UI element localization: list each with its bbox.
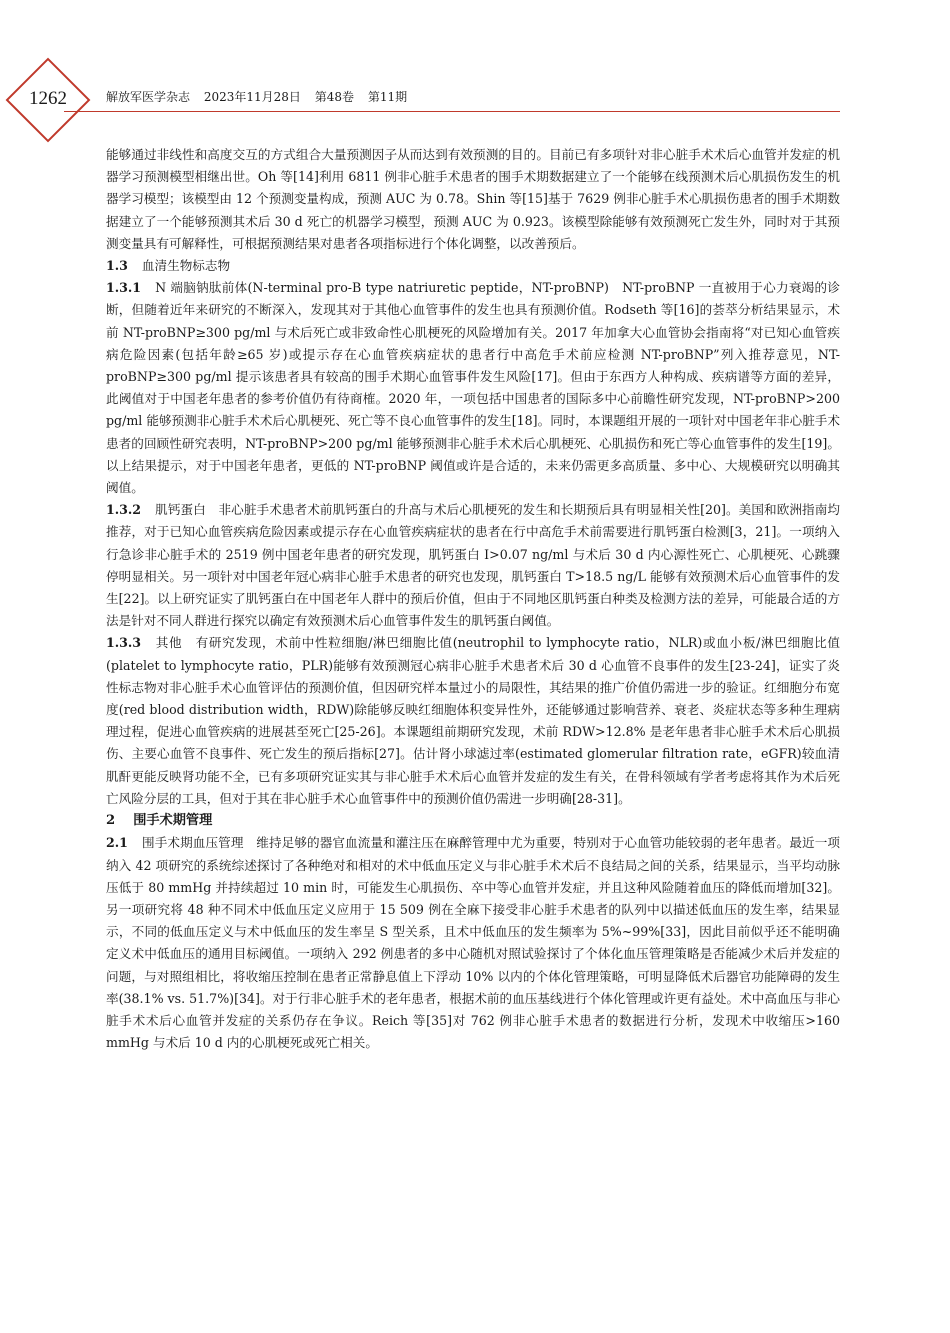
section-number: 1.3 bbox=[106, 258, 128, 274]
section-number: 1.3.1 bbox=[106, 280, 142, 296]
section-number: 1.3.3 bbox=[106, 635, 142, 651]
section-number: 1.3.2 bbox=[106, 502, 142, 518]
page-header bbox=[0, 0, 950, 130]
section-number: 2.1 bbox=[106, 835, 128, 851]
issue-date: 2023年11月28日 bbox=[203, 90, 301, 104]
issue: 第11期 bbox=[367, 90, 408, 104]
paragraph-1-3-2 bbox=[106, 499, 840, 632]
page-number: 1262 bbox=[29, 88, 67, 109]
section-heading-2 bbox=[106, 810, 840, 832]
section-title: 围手术期管理 bbox=[133, 813, 213, 829]
section-number: 2 bbox=[106, 813, 116, 829]
paragraph-1-3-3 bbox=[106, 632, 840, 810]
running-head bbox=[106, 88, 417, 105]
paragraph-text: 其他 有研究发现，术前中性粒细胞/淋巴细胞比值(neutrophil to lymphocyte ratio，NLR)或血小板/淋巴细胞比值(platelet to lymphocyte ratio，PLR)能够有效预测冠心病非心脏手术患者术后 30 d 心血管不良事件的发生[23-24]，证实了炎性标志物对非心脏手术心血管评估的预测价值，但因研究样本量过小的局限性，其结果的推广价值仍需进一步的验证。红细胞分布宽度(red blood distribution width，RDW)除能够反映红细胞体积变异性外，还能够通过影响营养、衰老、炎症状态等多种生理病理过程，促进心血管疾病的进展甚至死亡[25-26]。本课题组前期研究发现，术前 RDW>12.8% 是老年患者非心脏手术术后心肌损伤、主要心血管不良事件、死亡发生的预后指标[27]。估计肾小球滤过率(estimated glomerular filtration rate，eGFR)较血清肌酐更能反映肾功能不全，已有多项研究证实其与非心脏手术术后心血管并发症的发生有关，在骨科领域有学者考虑将其作为术后死亡风险分层的工具，但对于其在非心脏手术心血管事件中的预测价值仍需进一步明确[28-31]。 bbox=[106, 635, 840, 806]
paragraph-text: N 端脑钠肽前体(N-terminal pro-B type natriuretic peptide，NT-proBNP) NT-proBNP 一直被用于心力衰竭的诊断，但随着近年来研究的不断深入，发现其对于其他心血管事件的发生也具有预测价值。Rodseth 等[16]的荟萃分析结果显示，术前 NT-proBNP≥300 pg/ml 与术后死亡或非致命性心肌梗死的风险增加有关。2017 年加拿大心血管协会指南将“对已知心血管疾病危险因素(包括年龄≥65 岁)或提示存在心血管疾病症状的患者行中高危手术前应检测 NT-proBNP”列入推荐意见，NT-proBNP≥300 pg/ml 提示该患者具有较高的围手术期心血管事件发生风险[17]。但由于东西方人种构成、疾病谱等方面的差异，此阈值对于中国老年患者的参考价值仍有待商榷。2020 年，一项包括中国患者的国际多中心前瞻性研究发现，NT-proBNP>200 pg/ml 能够预测非心脏手术术后心肌梗死、死亡等不良心血管事件的发生[18]。同时，本课题组开展的一项针对中国老年非心脏手术患者的回顾性研究表明，NT-proBNP>200 pg/ml 能够预测非心脏手术术后心肌梗死、心肌损伤和死亡等心血管事件的发生[19]。以上结果提示，对于中国老年患者，更低的 NT-proBNP 阈值或许是合适的，未来仍需更多高质量、多中心、大规模研究以明确其阈值。 bbox=[106, 280, 840, 496]
paragraph-1-3-1 bbox=[106, 277, 840, 499]
section-heading-1-3 bbox=[106, 255, 840, 277]
paragraph-text: 围手术期血压管理 维持足够的器官血流量和灌注压在麻醉管理中尤为重要，特别对于心血管功能较弱的老年患者。最近一项纳入 42 项研究的系统综述探讨了各种绝对和相对的术中低血压定义与非心脏手术术后不良结局之间的关系，结果显示，当平均动脉压低于 80 mmHg 并持续超过 10 min 时，可能发生心肌损伤、卒中等心血管并发症，并且这种风险随着血压的降低而增加[32]。另一项研究将 48 种不同术中低血压定义应用于 15 509 例在全麻下接受非心脏手术患者的队列中以描述低血压的发生率，结果显示，不同的低血压定义与术中低血压的发生率呈 S 型关系，且术中低血压的发生频率为 5%~99%[33]，因此目前似乎还不能明确定义术中低血压的通用目标阈值。一项纳入 292 例患者的多中心随机对照试验探讨了个体化血压管理策略是否能减少术后并发症的问题，与对照组相比，将收缩压控制在患者正常静息值上下浮动 10% 以内的个体化管理策略，可明显降低术后器官功能障碍的发生率(38.1% vs. 51.7%)[34]。对于行非心脏手术的老年患者，根据术前的血压基线进行个体化管理或许更有益处。术中高血压与非心脏手术术后心血管并发症的关系仍存在争议。Reich 等[35]对 762 例非心脏手术患者的数据进行分析，发现术中收缩压>160 mmHg 与术后 10 d 内的心肌梗死或死亡相关。 bbox=[106, 835, 840, 1051]
article-body bbox=[106, 144, 840, 1054]
header-rule bbox=[64, 111, 840, 112]
section-title: 血清生物标志物 bbox=[141, 258, 231, 274]
paragraph-intro: 能够通过非线性和高度交互的方式组合大量预测因子从而达到有效预测的目的。目前已有多项针对非心脏手术术后心血管并发症的机器学习预测模型相继出世。Oh 等[14]利用 6811 例非心脏手术患者的围手术期数据建立了一个能够在线预测术后心肌损伤发生的机器学习模型；该模型由 12 个预测变量构成，预测 AUC 为 0.78。Shin 等[15]基于 7629 例非心脏手术心肌损伤患者的围手术期数据建立了一个能够预测其术后 30 d 死亡的机器学习模型，预测 AUC 为 0.923。该模型除能够有效预测死亡发生外，同时对于其预测变量具有可解释性，可根据预测结果对患者各项指标进行个体化调整，以改善预后。 bbox=[106, 147, 840, 251]
paragraph-text: 肌钙蛋白 非心脏手术患者术前肌钙蛋白的升高与术后心肌梗死的发生和长期预后具有明显相关性[20]。美国和欧洲指南均推荐，对于已知心血管疾病危险因素或提示存在心血管疾病症状的患者在行中高危手术前需要进行肌钙蛋白检测[3，21]。一项纳入行急诊非心脏手术的 2519 例中国老年患者的研究发现，肌钙蛋白 I>0.07 ng/ml 与术后 30 d 内心源性死亡、心肌梗死、心跳骤停明显相关。另一项针对中国老年冠心病非心脏手术患者的研究也发现，肌钙蛋白 T>18.5 ng/L 能够有效预测术后心血管事件的发生[22]。以上研究证实了肌钙蛋白在中国老年人群中的预后价值，但由于不同地区肌钙蛋白种类及检测方法的差异，可能最合适的方法是针对不同人群进行探究以确定有效预测术后心血管事件发生的肌钙蛋白阈值。 bbox=[106, 502, 840, 629]
journal-name: 解放军医学杂志 bbox=[106, 90, 191, 104]
volume: 第48卷 bbox=[314, 90, 355, 104]
paragraph-2-1 bbox=[106, 832, 840, 1054]
